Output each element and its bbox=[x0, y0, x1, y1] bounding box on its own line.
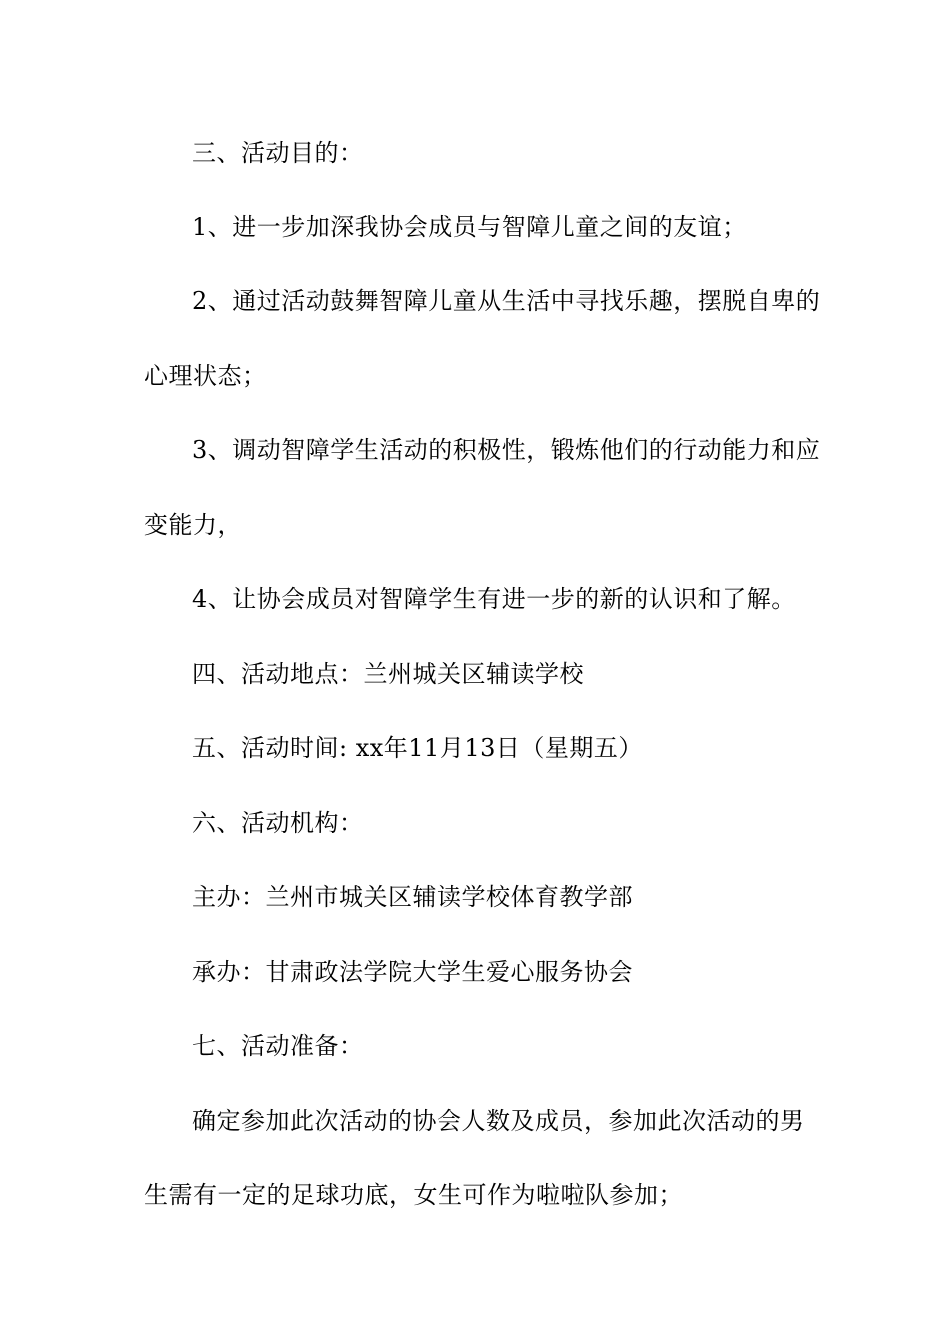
purpose-item-4: 4、让协会成员对智障学生有进一步的新的认识和了解。 bbox=[192, 585, 796, 613]
heading-purpose: 三、活动目的： bbox=[192, 139, 364, 167]
heading-time: 五、活动时间: xx年11月13日（星期五） bbox=[192, 734, 643, 762]
purpose-item-2: 2、通过活动鼓舞智障儿童从生活中寻找乐趣，摆脱自卑的 bbox=[192, 287, 821, 315]
heading-preparation: 七、活动准备： bbox=[192, 1032, 364, 1060]
preparation-paragraph-cont: 生需有一定的足球功底，女生可作为啦啦队参加； bbox=[144, 1181, 683, 1209]
organizer-undertaker: 承办：甘肃政法学院大学生爱心服务协会 bbox=[192, 958, 633, 986]
purpose-item-3: 3、调动智障学生活动的积极性，锻炼他们的行动能力和应 bbox=[192, 436, 821, 464]
purpose-item-1: 1、进一步加深我协会成员与智障儿童之间的友谊； bbox=[192, 213, 747, 241]
preparation-paragraph: 确定参加此次活动的协会人数及成员，参加此次活动的男 bbox=[192, 1107, 805, 1135]
purpose-item-3-cont: 变能力， bbox=[144, 511, 242, 539]
heading-organization: 六、活动机构： bbox=[192, 809, 364, 837]
heading-location: 四、活动地点：兰州城关区辅读学校 bbox=[192, 660, 584, 688]
purpose-item-2-cont: 心理状态； bbox=[144, 362, 267, 390]
organizer-host: 主办：兰州市城关区辅读学校体育教学部 bbox=[192, 883, 633, 911]
